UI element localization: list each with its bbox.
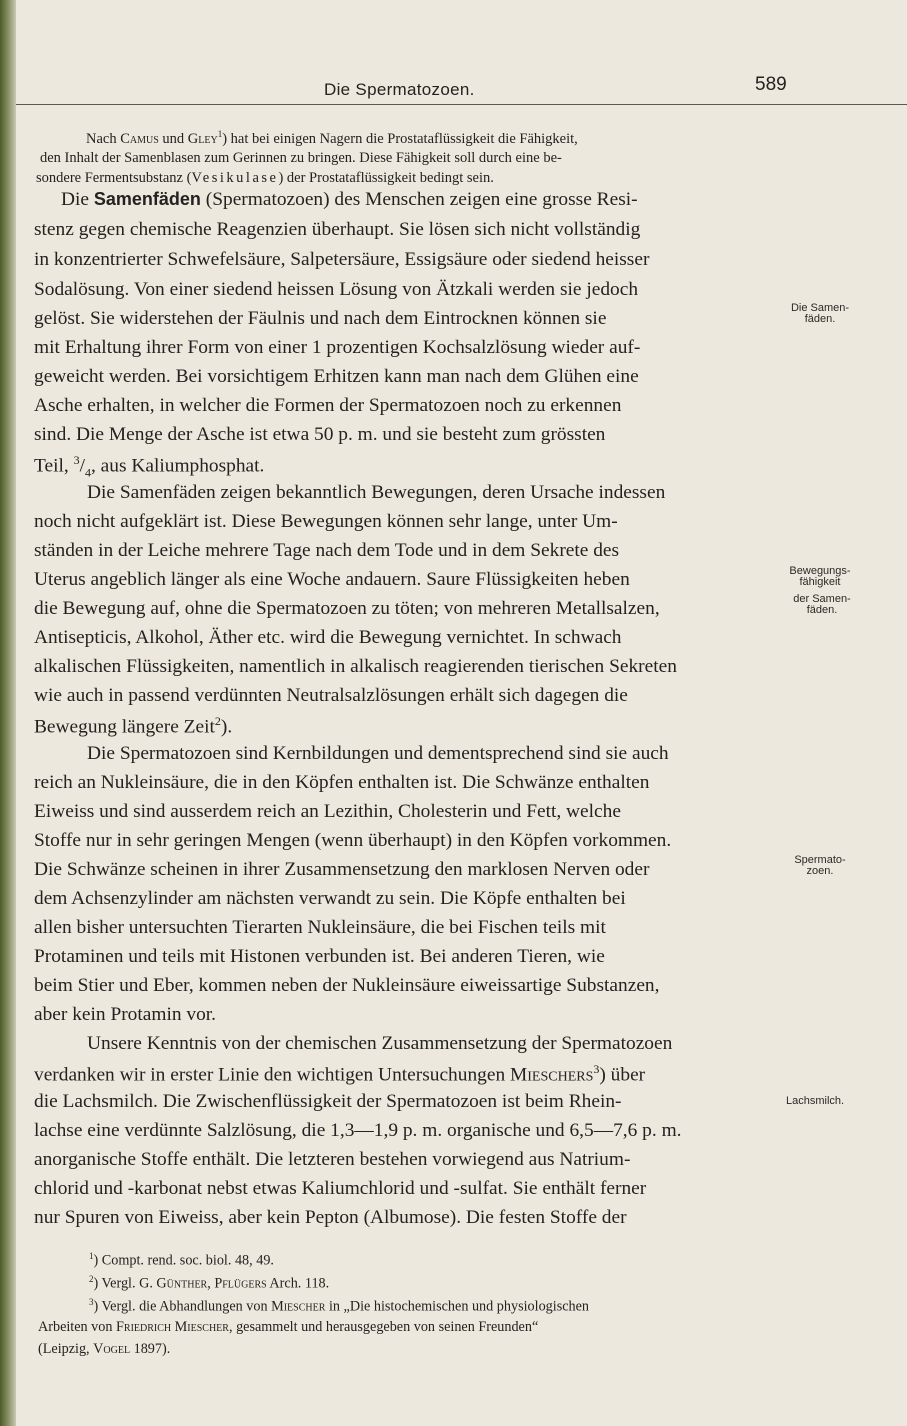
fraction-denominator: 4 <box>84 465 91 480</box>
margin-note-der-samenfaeden: der Samen- fäden. <box>793 593 851 616</box>
margin-note-spermatozoen: Spermato- zoen. <box>794 854 846 877</box>
text-line: sondere Fermentsubstanz (Vesikulase) der Prostataflüssigkeit bedingt sein. <box>36 170 494 186</box>
text-line: Eiweiss und sind ausserdem reich an Lezithin, Cholesterin und Fett, welche <box>34 801 621 822</box>
text-line: Asche erhalten, in welcher die Formen der Spermatozoen noch zu erkennen <box>34 395 622 416</box>
text-line: stenz gegen chemische Reagenzien überhaupt. Sie lösen sich nicht vollständig <box>34 219 641 240</box>
text-line: die Bewegung auf, ohne die Spermatozoen zu töten; von mehreren Metallsalzen, <box>34 598 660 619</box>
text-line: verdanken wir in erster Linie den wichtigen Untersuchungen Mieschers$^3$) über <box>34 1062 646 1086</box>
book-page <box>16 0 907 1426</box>
footnote-2: $^2$) Vergl. G. Günther, Pflügers Arch. 118. <box>89 1274 330 1292</box>
text-line: noch nicht aufgeklärt ist. Diese Bewegungen können sehr lange, unter Um- <box>34 511 618 532</box>
text-line: Antisepticis, Alkohol, Äther etc. wird die Bewegung vernichtet. In schwach <box>34 627 622 648</box>
text-line: ständen in der Leiche mehrere Tage nach dem Tode und in dem Sekrete des <box>34 540 620 561</box>
text-line: geweicht werden. Bei vorsichtigem Erhitzen kann man nach dem Glühen eine <box>34 366 639 387</box>
text-line: wie auch in passend verdünnten Neutralsalzlösungen erhält sich dagegen die <box>34 685 628 706</box>
text-line: dem Achsenzylinder am nächsten verwandt zu sein. Die Köpfe enthalten bei <box>34 888 626 909</box>
footnote-ref: 3 <box>593 1062 600 1076</box>
footnote-ref: 1 <box>217 129 223 139</box>
running-title: Die Spermatozoen. <box>324 80 475 99</box>
footnote-1: $^1$) Compt. rend. soc. biol. 48, 49. <box>89 1251 274 1269</box>
text-line: nur Spuren von Eiweiss, aber kein Pepton (Albumose). Die festen Stoffe der <box>34 1207 627 1228</box>
text-line: Die Samenfäden (Spermatozoen) des Menschen zeigen eine grosse Resi- <box>61 189 638 210</box>
author-name: Mieschers <box>510 1064 594 1086</box>
author-name: Gley <box>187 130 218 147</box>
text-line: reich an Nukleinsäure, die in den Köpfen enthalten ist. Die Schwänze enthalten <box>34 772 650 793</box>
text-line: Bewegung längere Zeit$^2$). <box>34 714 233 738</box>
text-line: Nach Camus und Gley$^1$) hat bei einigen Nagern die Prostataflüssigkeit die Fähigkeit, <box>86 129 578 147</box>
section-heading-term: Samenfäden <box>93 189 201 209</box>
author-name: Camus <box>120 130 159 147</box>
text-line: in konzentrierter Schwefelsäure, Salpetersäure, Essigsäure oder siedend heisser <box>34 249 650 270</box>
text-line: lachse eine verdünnte Salzlösung, die 1,3—1,9 p. m. organische und 6,5—7,6 p. m. <box>34 1120 682 1141</box>
footnote-3-continued: Arbeiten von Friedrich Miescher, gesammelt und herausgegeben von seinen Freunden“ <box>38 1319 539 1335</box>
text-line: Stoffe nur in sehr geringen Mengen (wenn überhaupt) in den Köpfen vorkommen. <box>34 830 672 851</box>
text-line: Die Schwänze scheinen in ihrer Zusammensetzung den marklosen Nerven oder <box>34 859 650 880</box>
fraction-numerator: 3 <box>73 453 80 467</box>
text-line: aber kein Protamin vor. <box>34 1004 217 1025</box>
text-line: mit Erhaltung ihrer Form von einer 1 prozentigen Kochsalzlösung wieder auf- <box>34 337 641 358</box>
text-line: gelöst. Sie widerstehen der Fäulnis und nach dem Eintrocknen können sie <box>34 308 607 329</box>
text-line: die Lachsmilch. Die Zwischenflüssigkeit der Spermatozoen ist beim Rhein- <box>34 1091 622 1112</box>
page-binding-edge <box>0 0 16 1426</box>
text-line: Sodalösung. Von einer siedend heissen Lösung von Ätzkali werden sie jedoch <box>34 279 639 300</box>
text-line: Die Samenfäden zeigen bekanntlich Bewegungen, deren Ursache indessen <box>87 482 666 503</box>
text-line: beim Stier und Eber, kommen neben der Nukleinsäure eiweissartige Substanzen, <box>34 975 660 996</box>
footnote-ref: 2 <box>214 714 221 728</box>
text-line: alkalischen Flüssigkeiten, namentlich in alkalisch reagierenden tierischen Sekreten <box>34 656 677 677</box>
margin-note-lachsmilch: Lachsmilch. <box>786 1095 845 1107</box>
text-line: anorganische Stoffe enthält. Die letzteren bestehen vorwiegend aus Natrium- <box>34 1149 631 1170</box>
text-line: sind. Die Menge der Asche ist etwa 50 p. m. und sie besteht zum grössten <box>34 424 606 445</box>
text-line: Uterus angeblich länger als eine Woche andauern. Saure Flüssigkeiten heben <box>34 569 630 590</box>
footnote-3: $^3$) Vergl. die Abhandlungen von Miescher in „Die histochemischen und physiologischen <box>89 1297 589 1315</box>
page-number: 589 <box>755 74 787 95</box>
emphasized-term: Vesikulase <box>191 170 279 186</box>
text-line: allen bisher untersuchten Tierarten Nukleinsäure, die bei Fischen teils mit <box>34 917 606 938</box>
text-line: Die Spermatozoen sind Kernbildungen und dementsprechend sind sie auch <box>87 743 669 764</box>
text-line: Teil, $^3/_4$, aus Kaliumphosphat. <box>34 453 265 480</box>
margin-note-bewegungsfaehigkeit: Bewegungs- fähigkeit <box>789 565 851 588</box>
text-line: Protaminen und teils mit Histonen verbunden ist. Bei anderen Tieren, wie <box>34 946 605 967</box>
text-line: Unsere Kenntnis von der chemischen Zusammensetzung der Spermatozoen <box>87 1033 673 1054</box>
text-line: chlorid und -karbonat nebst etwas Kaliumchlorid und -sulfat. Sie enthält ferner <box>34 1178 647 1199</box>
text-line: den Inhalt der Samenblasen zum Gerinnen zu bringen. Diese Fähigkeit soll durch eine be- <box>40 150 562 166</box>
margin-note-samenfaeden: Die Samen- fäden. <box>790 302 850 325</box>
page-header <box>16 74 907 105</box>
footnote-3-continued: (Leipzig, Vogel 1897). <box>38 1341 171 1357</box>
